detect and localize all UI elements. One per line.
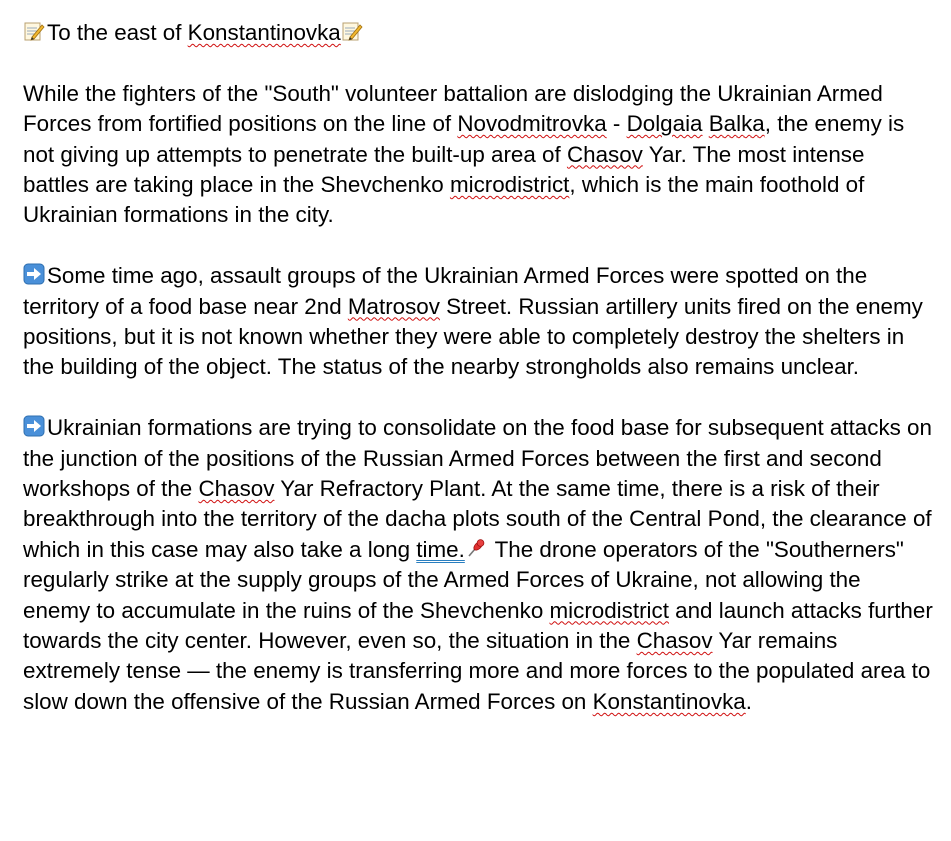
misspelled-word[interactable]: Matrosov [347,293,440,319]
misspelled-word[interactable]: microdistrict [449,172,570,198]
text-run: , the enemy is not giving up attempts to penetrate the built-up area of [23,111,905,167]
misspelled-word[interactable]: microdistrict [549,597,669,623]
pushpin-icon [465,537,487,559]
text-run: Yar Refractory Plant. At the same time, there is a risk of their breakthrough into the territory of the dacha plots south of the Central Pond, the clearance of which in this case may also take a long [23,476,932,562]
text-run: Some time ago, assault groups of the Ukrainian Armed Forces were spotted on the territory of a food base near 2nd [23,263,868,319]
text-run: Ukrainian formations are trying to consolidate on the food base for subsequent attacks on the junction of the positions of the Russian Armed Forces between the first and second workshops of the [23,415,932,502]
memo-icon [23,20,45,42]
paragraph-1 [23,79,933,231]
right-arrow-icon [23,415,45,437]
text-run: While the fighters of the "South" volunteer battalion are dislodging the Ukrainian Armed Forces from fortified positions on the line of [23,80,883,137]
memo-icon [341,20,363,42]
misspelled-word[interactable]: Konstantinovka [592,688,746,714]
paragraph-3 [23,413,933,717]
misspelled-word[interactable]: Novodmitrovka [457,111,607,137]
text-run: - [606,111,627,137]
text-run: Yar. The most intense battles are taking place in the Shevchenko [23,141,865,198]
misspelled-word[interactable]: Chasov [198,476,275,502]
grammar-flagged-word[interactable]: time. [416,536,465,562]
text-run: , which is the main foothold of Ukrainian formations in the city. [23,172,865,228]
text-run: Street. Russian artillery units fired on the enemy positions, but it is not known whether they were able to completely destroy the shelters in the building of the object. The status of the nearby strongholds also remains unclear. [23,293,923,380]
misspelled-word[interactable]: Chasov [566,141,643,167]
text-run: . [745,688,752,714]
text-run: The drone operators of the "Southerners" regularly strike at the supply groups of the Armed Forces of Ukraine, not allowing the enemy to accumulate in the ruins of the Shevchenko [23,536,904,623]
right-arrow-icon [23,263,45,285]
misspelled-word[interactable]: Dolgaia [626,111,703,137]
title-place: Konstantinovka [187,20,341,45]
document-body [23,18,933,748]
text-run: and launch attacks further towards the city center. However, even so, the situation in the [23,597,933,654]
misspelled-word[interactable]: Chasov [636,628,713,654]
misspelled-word[interactable]: Balka [708,111,765,137]
text-run: Yar remains extremely tense — the enemy is transferring more and more forces to the populated area to slow down the offensive of the Russian Armed Forces on [23,628,931,714]
paragraph-2 [23,261,933,383]
title-line [23,18,933,48]
title-text: To the east of [47,20,188,45]
